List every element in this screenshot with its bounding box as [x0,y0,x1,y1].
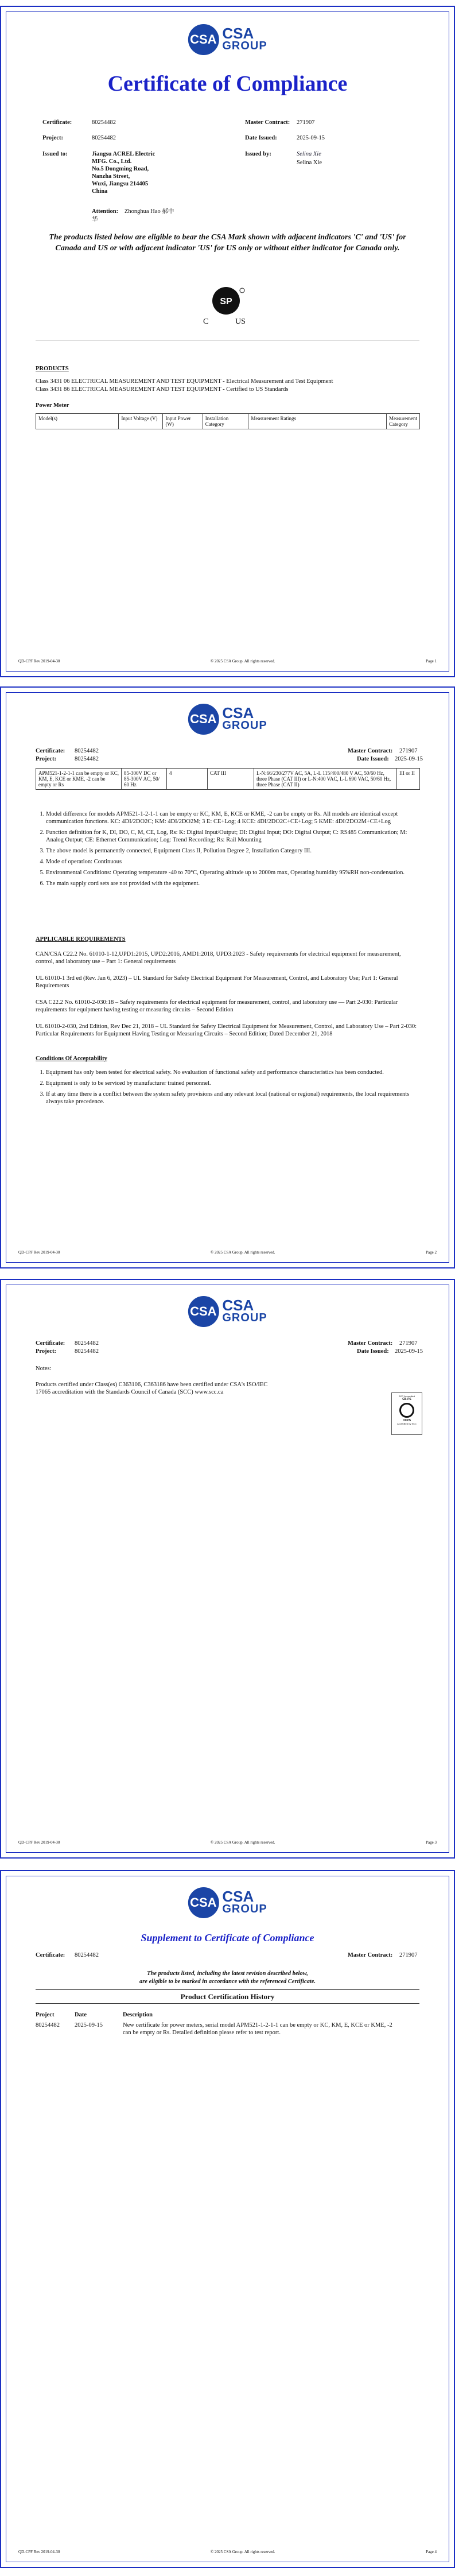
issued-to-label: Issued to: [42,151,68,157]
footer-form-id: QD-CPF Rev 2019-04-30 [18,1840,60,1845]
csa-group-logo [188,704,267,735]
conditions-list [36,1069,417,1109]
project-label: Project: [36,1348,56,1355]
footer-copyright: © 2025 CSA Group. All rights reserved. [210,1840,275,1845]
history-title: Product Certification History [180,1992,275,2001]
date-issued-value: 2025-09-15 [297,135,325,141]
scc-badge-bottom-text: Accredited by SCC [397,1422,417,1425]
certificate-page-4 [0,1870,455,2568]
certificate-number: 80254482 [75,1340,99,1347]
certificate-label: Certificate: [36,1340,65,1347]
certificate-number: 80254482 [75,748,99,754]
requirement-3: CSA C22.2 No. 61010-2-030:18 – Safety requirements for electrical equipment for measurement, control, and laboratory use — Part 2-030: Particular requirements for equipment having testing or measuring circuits – Second Edition [36,999,398,1013]
product-ratings-table [36,768,420,790]
list-item: 4. Mode of operation: Continuous [46,858,417,866]
footer-copyright: © 2025 CSA Group. All rights reserved. [210,659,275,664]
scc-accreditation-badge [391,1392,422,1435]
table-cell: CAT III [208,769,254,790]
certificate-number: 80254482 [92,119,116,126]
svg-text:SP: SP [220,297,232,307]
table-header: Measurement Category [387,414,420,429]
csa-logo-text: CSA GROUP [222,1888,267,1915]
product-class-2: Class 3431 86 ELECTRICAL MEASUREMENT AND TEST EQUIPMENT - Certified to US Standards [36,386,289,393]
footer-page-number: Page 1 [426,659,437,664]
date-issued-value: 2025-09-15 [395,1348,423,1355]
master-contract-label: Master Contract: [348,748,393,754]
project-label: Project: [42,135,63,141]
attention-value-cont: 华 [92,216,98,223]
certificate-label: Certificate: [42,119,72,126]
product-class-1: Class 3431 06 ELECTRICAL MEASUREMENT AND TEST EQUIPMENT - Electrical Measurement and Test Equipment [36,378,333,385]
project-label: Project: [36,756,56,762]
list-item: 2. Equipment is only to be serviced by manufacturer trained personnel. [46,1080,417,1087]
notes-label: Notes: [36,1365,52,1372]
issued-by-name: Selina Xie [297,160,322,166]
master-contract-number: 271907 [399,1340,418,1347]
list-item: 6. The main supply cord sets are not provided with the equipment. [46,880,417,887]
footer-form-id: QD-CPF Rev 2019-04-30 [18,1250,60,1255]
certificate-page-1 [0,6,455,677]
table-header: Input Power (W) [163,414,203,429]
history-row-description: New certificate for power meters, serial model APM521-1-2-1-1 can be empty or KC, KM, E, KCE or KME, -2 can be empty or Rs. Detailed definition please refer to test report. [123,2022,392,2036]
history-row-date: 2025-09-15 [75,2022,103,2028]
table-cell: 4 [167,769,208,790]
project-number: 80254482 [75,756,99,762]
footer-page-number: Page 4 [426,2550,437,2554]
model-notes-list [36,810,417,891]
history-header-date: Date [75,2012,87,2018]
issued-by-signature: Selina Xie [297,151,321,157]
table-cell: 85-300V DC or 85-300V AC, 50/ 60 Hz [122,769,167,790]
accreditation-note: Products certified under Class(es) C363106, C363186 have been certified under CSA's ISO/IEC 17065 accreditation with the Standards Council of Canada (SCC) www.scc.ca [36,1382,268,1395]
issued-to-address: Jiangsu ACREL Electric MFG. Co., Ltd. No.5 Dongming Road, Nanzha Street, Wuxi, Jiangsu 214405 China [92,151,155,195]
footer-form-id: QD-CPF Rev 2019-04-30 [18,659,60,664]
page-inner-border [6,11,449,672]
csa-logo-circle: CSA [188,1887,219,1918]
requirement-4: UL 61010-2-030, 2nd Edition, Rev Dec 21, 2018 – UL Standard for Safety Electrical Equipment for Measurement, Control, and Laboratory Use – Part 2-030: Particular Requirements for Equipment Having Testing or Measuring Circuits – Second Edition; Dated December 21, 2018 [36,1023,417,1037]
master-contract-number: 271907 [297,119,315,126]
master-contract-number: 271907 [399,1952,418,1958]
scc-badge-logo-icon [399,1403,414,1418]
csa-logo-circle: CSA [188,704,219,735]
csa-group-logo [188,24,267,55]
list-item: 3. If at any time there is a conflict between the system safety provisions and any relevant local (national or regional) requirements, the local requirements always take precedence. [46,1091,417,1105]
scc-badge-top-text: SCC Accredited [398,1395,415,1398]
page-footer [18,2550,437,2554]
divider [36,1989,419,1990]
csa-logo-circle: CSA [188,1296,219,1327]
product-ratings-table [36,413,420,429]
certificate-title: Certificate of Compliance [107,72,348,96]
power-meter-heading: Power Meter [36,402,69,409]
certificate-label: Certificate: [36,1952,65,1958]
attention-label: Attention: [92,208,119,215]
page-footer [18,1840,437,1845]
date-issued-label: Date Issued: [357,756,389,762]
csa-logo-text: CSA GROUP [222,704,267,732]
certificate-page-2 [0,686,455,1268]
csa-group-logo [188,1296,267,1327]
supplement-statement-line-1: The products listed, including the latest revision described below, [147,1970,308,1977]
scc-badge-program: OCPS [402,1419,411,1422]
csa-logo-circle: CSA [188,24,219,55]
csa-logo-text: CSA GROUP [222,1297,267,1324]
applicable-requirements-heading: APPLICABLE REQUIREMENTS [36,936,126,942]
csa-logo-text: CSA GROUP [222,25,267,52]
table-header: Model(s) [36,414,119,429]
table-header-row [36,414,420,429]
master-contract-label: Master Contract: [348,1952,393,1958]
footer-page-number: Page 2 [426,1250,437,1255]
table-cell: L-N:66/230/277V AC, 5A, L-L 115/400/480 V AC, 50/60 Hz, three Phase (CAT III) or L-N:400 VAC, L-L 690 VAC, 50/60 Hz, three Phase (CAT II) [254,769,397,790]
conditions-heading: Conditions Of Acceptability [36,1056,107,1062]
page-footer [18,1250,437,1255]
certificate-label: Certificate: [36,748,65,754]
eligibility-statement: The products listed below are eligible to bear the CSA Mark shown with adjacent indicators 'C' and 'US' for Canada and US or with adjacent indicator 'US' for US only or without either indicator for Canada only. [49,233,406,253]
list-item: 3. The above model is permanently connected, Equipment Class II, Pollution Degree 2, Installation Category III. [46,847,417,855]
supplement-statement-line-2: are eligible to be marked in accordance with the referenced Certificate. [139,1978,316,1985]
table-cell: APM521-1-2-1-1 can be empty or KC, KM, E, KCE or KME, -2 can be empty or Rs [36,769,122,790]
requirement-2: UL 61010-1 3rd ed (Rev. Jan 6, 2023) – UL Standard for Safety Electrical Equipment For Measurement, Control, and Laboratory Use; Part 1: General Requirements [36,975,398,989]
mark-indicator-c: C [203,317,209,326]
page-inner-border [6,1285,449,1853]
project-number: 80254482 [92,135,116,141]
csa-group-logo [188,1887,267,1918]
history-header-description: Description [123,2012,153,2018]
list-item: 1. Model difference for models APM521-1-2-1-1 can be empty or KC, KM, E, KCE or KME, -2 can be empty or Rs. All models are identical except communication functions. KC: 4DI/2DO2C; KM: 4DI/2DO2M; 3 E: CE+Log; 4 KCE: 4DI/2DO2C+CE+Log; 5 KME: 4DI/2DO2M+CE+Log [46,810,417,825]
date-issued-label: Date Issued: [245,135,277,141]
date-issued-value: 2025-09-15 [395,756,423,762]
history-header-project: Project [36,2012,55,2018]
table-header: Input Voltage (V) [119,414,163,429]
products-heading: PRODUCTS [36,366,69,372]
page-footer [18,659,437,664]
master-contract-label: Master Contract: [348,1340,393,1347]
table-header: Measurement Ratings [248,414,387,429]
table-header: Installation Category [203,414,248,429]
scc-badge-code: CB-PS [402,1398,411,1401]
date-issued-label: Date Issued: [357,1348,389,1355]
master-contract-label: Master Contract: [245,119,290,126]
footer-copyright: © 2025 CSA Group. All rights reserved. [210,2550,275,2554]
history-row-project: 80254482 [36,2022,60,2028]
footer-page-number: Page 3 [426,1840,437,1845]
attention-value: Zhonghua Hao 郝中 [125,208,174,215]
list-item: 1. Equipment has only been tested for electrical safety. No evaluation of functional safety and performance characteristics has been conducted. [46,1069,417,1076]
list-item: 2. Function definition for K, DI, DO, C, M, CE, Log, Rs: K: Digital Input/Output; DI: Digital Input; DO: Digital Output; C: RS485 Communication; M: Analog Output; CE: Ethernet Communication; Log: Trend Recording; Rs: Rail Mounting [46,829,417,844]
master-contract-number: 271907 [399,748,418,754]
footer-copyright: © 2025 CSA Group. All rights reserved. [210,1250,275,1255]
table-row [36,769,420,790]
supplement-title: Supplement to Certificate of Compliance [141,1932,314,1943]
mark-indicator-us: US [235,317,246,326]
certificate-number: 80254482 [75,1952,99,1958]
footer-form-id: QD-CPF Rev 2019-04-30 [18,2550,60,2554]
divider [36,2003,419,2004]
list-item: 5. Environmental Conditions: Operating temperature -40 to 70°C, Operating altitude up to 2000m max, Operating humidity 95%RH non-condensation. [46,869,417,876]
project-number: 80254482 [75,1348,99,1355]
table-cell: III or II [397,769,420,790]
issued-by-label: Issued by: [245,151,271,157]
certificate-page-3 [0,1279,455,1859]
requirement-1: CAN/CSA C22.2 No. 61010-1-12,UPD1:2015, UPD2:2016, AMD1:2018, UPD3:2023 - Safety requirements for electrical equipment for measurement, control, and laboratory use – Part 1: General requirements [36,951,401,965]
